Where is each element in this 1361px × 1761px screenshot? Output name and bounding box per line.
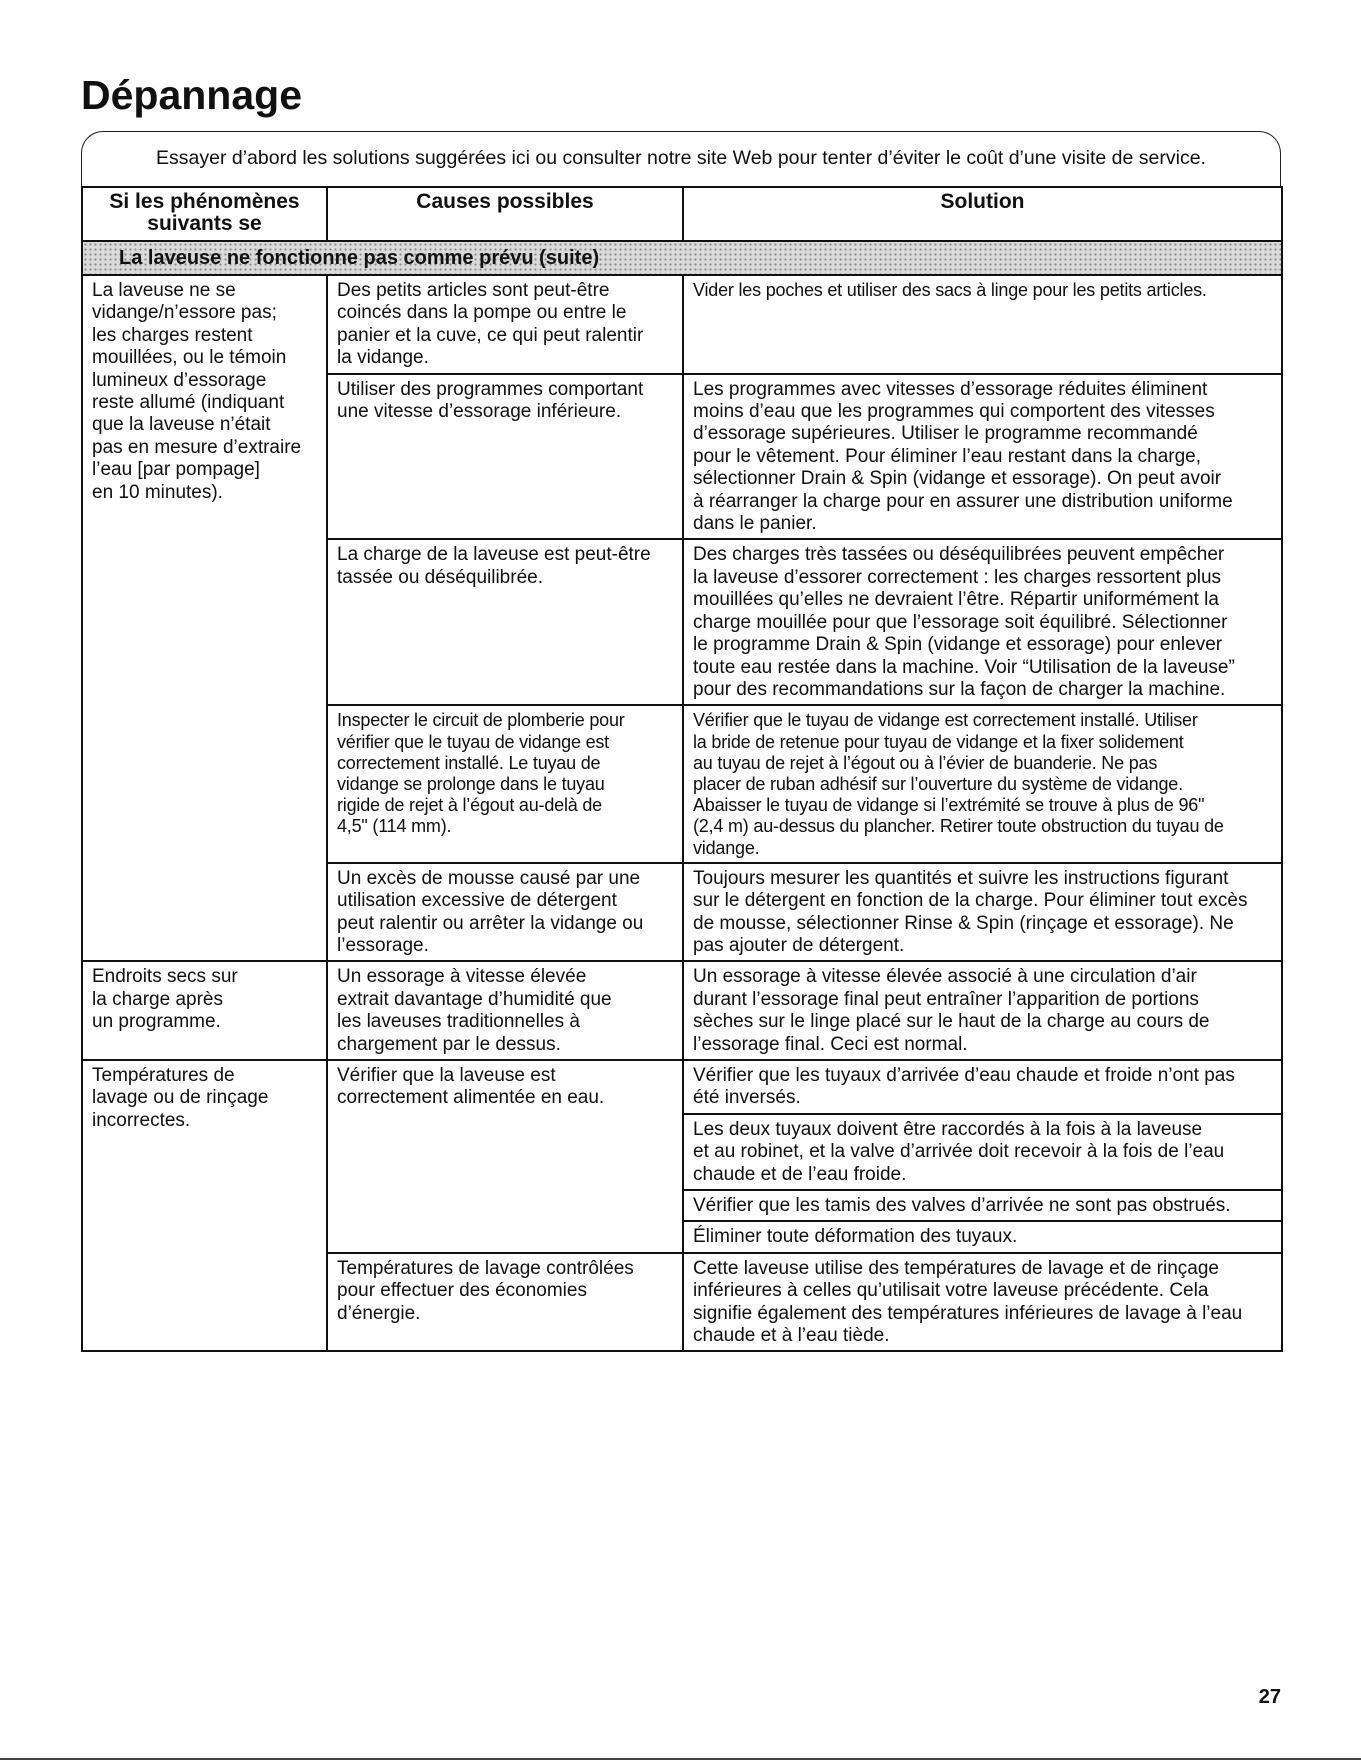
solution-cell: Vérifier que le tuyau de vidange est correctement installé. Utiliser la bride de retenue pour tuyau de vidange et la fixer solidement au tuyau de rejet à l’égout ou à l’évier de buanderie. Ne pas placer de ruban adhésif sur l’ouverture du système de vidange. Abaisser le tuyau de vidange si l’extrémité se trouve à plus de 96" (2,4 m) au-dessus du plancher. Retirer toute obstruction du tuyau de vidange. (683, 705, 1282, 862)
cause-cell: Utiliser des programmes comportant une vitesse d’essorage inférieure. (327, 374, 683, 540)
section-row (82, 241, 1282, 275)
page-number: 27 (1258, 1686, 1281, 1708)
cause-cell: Inspecter le circuit de plomberie pour vérifier que le tuyau de vidange est correctement installé. Le tuyau de vidange se prolonge dans le tuyau rigide de rejet à l’égout au-delà de 4,5" (114 mm). (327, 705, 683, 862)
cause-cell: La charge de la laveuse est peut-être tassée ou déséquilibrée. (327, 539, 683, 705)
troubleshooting-table (81, 186, 1283, 1352)
page-title: Dépannage (81, 72, 302, 118)
cause-cell: Températures de lavage contrôlées pour effectuer des économies d’énergie. (327, 1253, 683, 1352)
table-row (82, 1060, 1282, 1114)
page-bottom-rule (0, 1758, 1361, 1760)
cause-cell: Un essorage à vitesse élevée extrait davantage d’humidité que les laveuses traditionnelles à chargement par le dessus. (327, 961, 683, 1060)
header-causes: Causes possibles (327, 187, 683, 241)
symptom-cell: Endroits secs sur la charge après un programme. (82, 961, 327, 1060)
solution-cell: Les programmes avec vitesses d’essorage réduites éliminent moins d’eau que les programmes qui comportent des vitesses d’essorage supérieures. Utiliser le programme recommandé pour le vêtement. Pour éliminer l’eau restant dans la charge, sélectionner Drain & Spin (vidange et essorage). On peut avoir à réarranger la charge pour en assurer une distribution uniforme dans le panier. (683, 374, 1282, 540)
solution-cell: Vider les poches et utiliser des sacs à linge pour les petits articles. (683, 275, 1282, 374)
symptom-cell: Températures de lavage ou de rinçage incorrectes. (82, 1060, 327, 1351)
cause-cell: Un excès de mousse causé par une utilisation excessive de détergent peut ralentir ou arrêter la vidange ou l’essorage. (327, 863, 683, 962)
solution-cell: Vérifier que les tuyaux d’arrivée d’eau chaude et froide n’ont pas été inversés. (683, 1060, 1282, 1114)
solution-cell: Un essorage à vitesse élevée associé à une circulation d’air durant l’essorage final peut entraîner l’apparition de portions sèches sur le linge placé sur le haut de la charge au cours de l’essorage final. Ceci est normal. (683, 961, 1282, 1060)
solution-cell: Vérifier que les tamis des valves d’arrivée ne sont pas obstrués. (683, 1190, 1282, 1221)
solution-cell: Des charges très tassées ou déséquilibrées peuvent empêcher la laveuse d’essorer correctement : les charges ressortent plus mouillées qu’elles ne devraient l’être. Répartir uniformément la charge mouillée pour que l’essorage soit équilibré. Sélectionner le programme Drain & Spin (vidange et essorage) pour enlever toute eau restée dans la machine. Voir “Utilisation de la laveuse” pour des recommandations sur la façon de charger la machine. (683, 539, 1282, 705)
section-banner: La laveuse ne fonctionne pas comme prévu (suite) (82, 241, 1282, 275)
solution-cell: Cette laveuse utilise des températures de lavage et de rinçage inférieures à celles qu’utilisait votre laveuse précédente. Cela signifie également des températures inférieures de lavage à l’eau chaude et à l’eau tiède. (683, 1253, 1282, 1352)
cause-cell: Vérifier que la laveuse est correctement alimentée en eau. (327, 1060, 683, 1253)
table-row (82, 275, 1282, 374)
header-symptom: Si les phénomènes suivants se (82, 187, 327, 241)
cause-cell: Des petits articles sont peut-être coincés dans la pompe ou entre le panier et la cuve, ce qui peut ralentir la vidange. (327, 275, 683, 374)
header-row (82, 187, 1282, 241)
solution-cell: Éliminer toute déformation des tuyaux. (683, 1221, 1282, 1252)
solution-cell: Les deux tuyaux doivent être raccordés à la fois à la laveuse et au robinet, et la valve d’arrivée doit recevoir à la fois de l’eau chaude et de l’eau froide. (683, 1114, 1282, 1190)
solution-cell: Toujours mesurer les quantités et suivre les instructions figurant sur le détergent en fonction de la charge. Pour éliminer tout excès de mousse, sélectionner Rinse & Spin (rinçage et essorage). Ne pas ajouter de détergent. (683, 863, 1282, 962)
header-solution: Solution (683, 187, 1282, 241)
intro-note: Essayer d’abord les solutions suggérées ici ou consulter notre site Web pour tenter d’éviter le coût d’une visite de service. (81, 131, 1281, 187)
symptom-cell: La laveuse ne se vidange/n’essore pas; les charges restent mouillées, ou le témoin lumineux d’essorage reste allumé (indiquant que la laveuse n’était pas en mesure d’extraire l’eau [par pompage] en 10 minutes). (82, 275, 327, 961)
table-row (82, 961, 1282, 1060)
